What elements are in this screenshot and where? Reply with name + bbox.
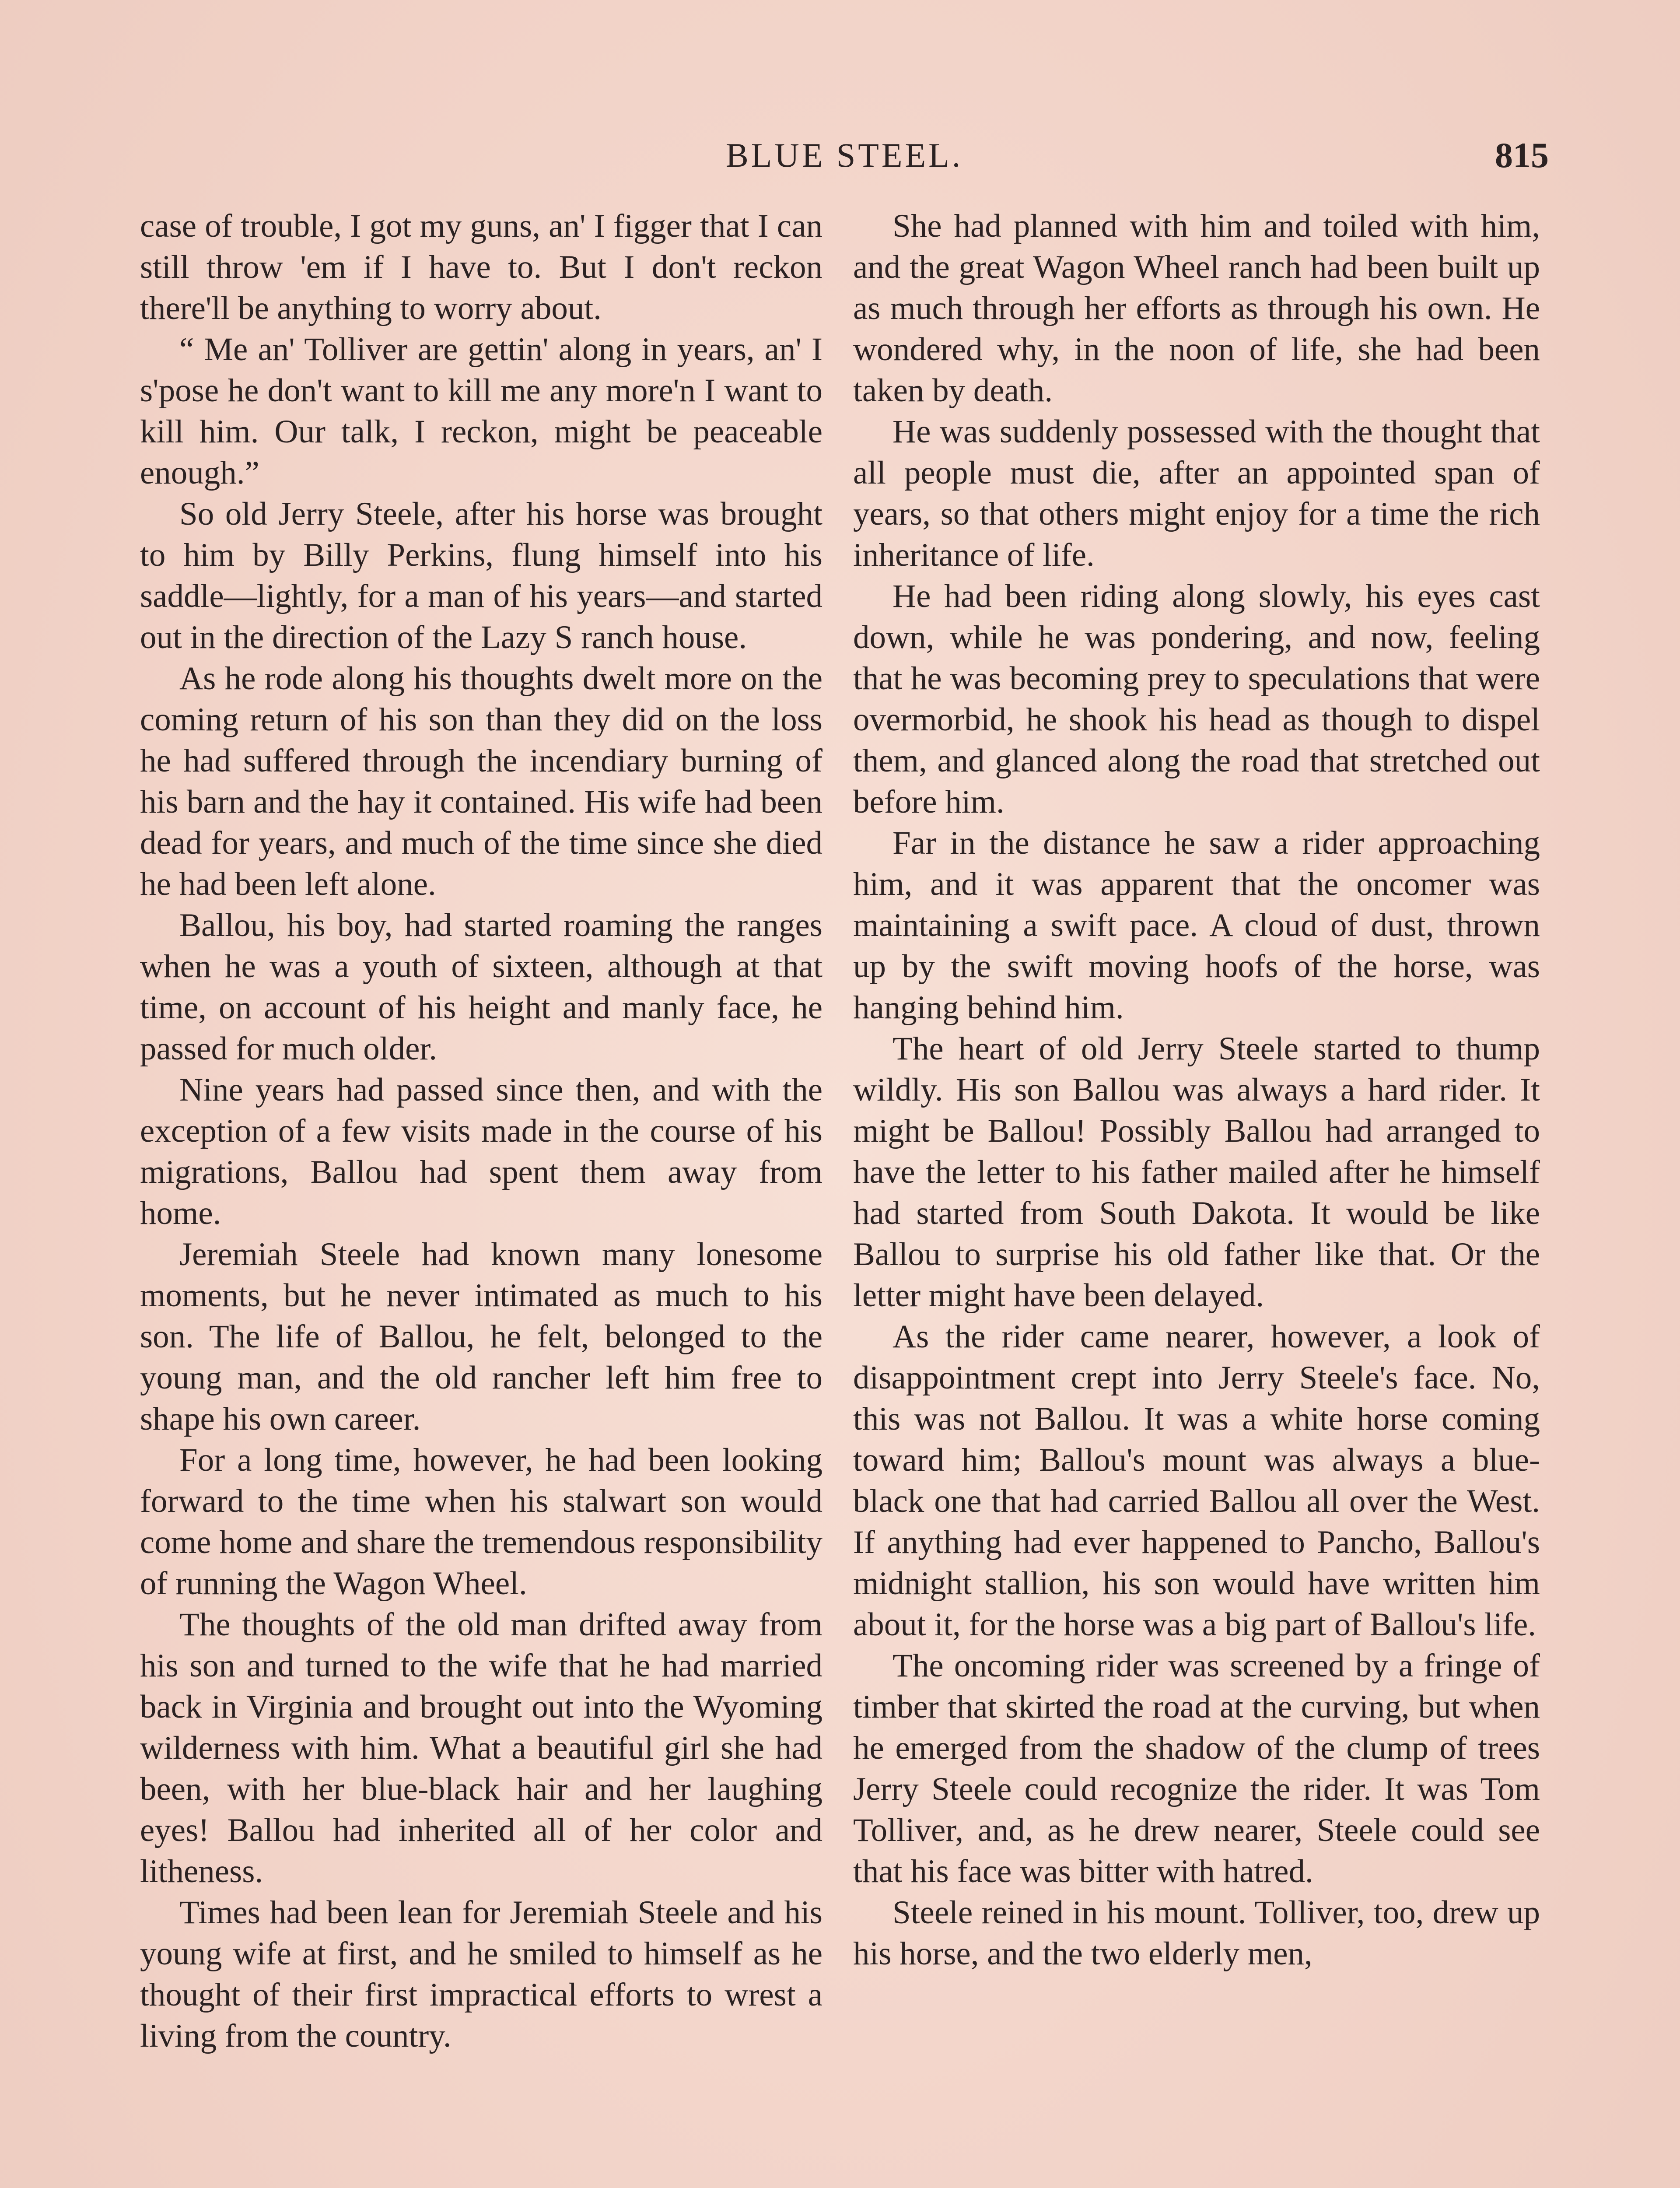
paragraph: Times had been lean for Jeremiah Steele and his young wife at first, and he smiled to himself as he thought of their first impractical efforts to wrest a living from the country.: [140, 1894, 822, 2054]
paragraph: As the rider came nearer, however, a look of disappointment crept into Jerry Steele's face. No, this was not Ballou. It was a white horse coming toward him; Ballou's mount was always a blue-black one that had carried Ballou all over the West. If anything had ever happened to Pancho, Ballou's midnight stallion, his son would have written him about it, for the horse was a big part of Ballou's life.: [853, 1318, 1540, 1643]
paragraph: Ballou, his boy, had started roaming the ranges when he was a youth of sixteen, although at that time, on account of his height and manly face, he passed for much older.: [140, 907, 822, 1067]
paragraph: The oncoming rider was screened by a fringe of timber that skirted the road at the curving, but when he emerged from the shadow of the clump of trees Jerry Steele could recognize the rider. It was Tom Tolliver, and, as he drew nearer, Steele could see that his face was bitter with hatred.: [853, 1648, 1540, 1890]
paragraph: Jeremiah Steele had known many lonesome moments, but he never intimated as much to his son. The life of Ballou, he felt, belonged to the young man, and the old rancher left him free to shape his own career.: [140, 1236, 822, 1437]
paragraph: She had planned with him and toiled with him, and the great Wagon Wheel ranch had been built up as much through her efforts as through his own. He wondered why, in the noon of life, she had been taken by death.: [853, 208, 1540, 409]
paragraph: For a long time, however, he had been looking forward to the time when his stalwart son would come home and share the tremendous responsibility of running the Wagon Wheel.: [140, 1442, 822, 1602]
right-column: [853, 206, 1540, 2188]
paragraph: “ Me an' Tolliver are gettin' along in years, an' I s'pose he don't want to kill me any more'n I want to kill him. Our talk, I reckon, might be peaceable enough.”: [140, 331, 822, 491]
paragraph: So old Jerry Steele, after his horse was brought to him by Billy Perkins, flung himself into his saddle—lightly, for a man of his years—and started out in the direction of the Lazy S ranch house.: [140, 496, 822, 656]
running-title: BLUE STEEL.: [725, 136, 963, 174]
paragraph: Steele reined in his mount. Tolliver, too, drew up his horse, and the two elderly men,: [853, 1894, 1540, 1972]
paragraph: He had been riding along slowly, his eyes cast down, while he was pondering, and now, feeling that he was becoming prey to speculations that were overmorbid, he shook his head as though to dispel them, and glanced along the road that stretched out before him.: [853, 578, 1540, 820]
paragraph: As he rode along his thoughts dwelt more on the coming return of his son than they did on the loss he had suffered through the incendiary burning of his barn and the hay it contained. His wife had been dead for years, and much of the time since she died he had been left alone.: [140, 660, 822, 902]
paragraph: Nine years had passed since then, and with the exception of a few visits made in the course of his migrations, Ballou had spent them away from home.: [140, 1072, 822, 1231]
paragraph: Far in the distance he saw a rider approaching him, and it was apparent that the oncomer was maintaining a swift pace. A cloud of dust, thrown up by the swift moving hoofs of the horse, was hanging behind him.: [853, 825, 1540, 1026]
left-column: [140, 206, 822, 2188]
paragraph: case of trouble, I got my guns, an' I figger that I can still throw 'em if I have to. But I don't reckon there'll be anything to worry about.: [140, 208, 822, 326]
paragraph: The heart of old Jerry Steele started to thump wildly. His son Ballou was always a hard rider. It might be Ballou! Possibly Ballou had arranged to have the letter to his father mailed after he himself had started from South Dakota. It would be like Ballou to surprise his old father like that. Or the letter might have been delayed.: [853, 1031, 1540, 1314]
page-header: [140, 131, 1549, 184]
paragraph: He was suddenly possessed with the thought that all people must die, after an appointed span of years, so that others might enjoy for a time the rich inheritance of life.: [853, 414, 1540, 573]
paragraph: The thoughts of the old man drifted away from his son and turned to the wife that he had married back in Virginia and brought out into the Wyoming wilderness with him. What a beautiful girl she had been, with her blue-black hair and her laughing eyes! Ballou had inherited all of her color and litheness.: [140, 1606, 822, 1890]
page-number: 815: [1495, 135, 1549, 175]
